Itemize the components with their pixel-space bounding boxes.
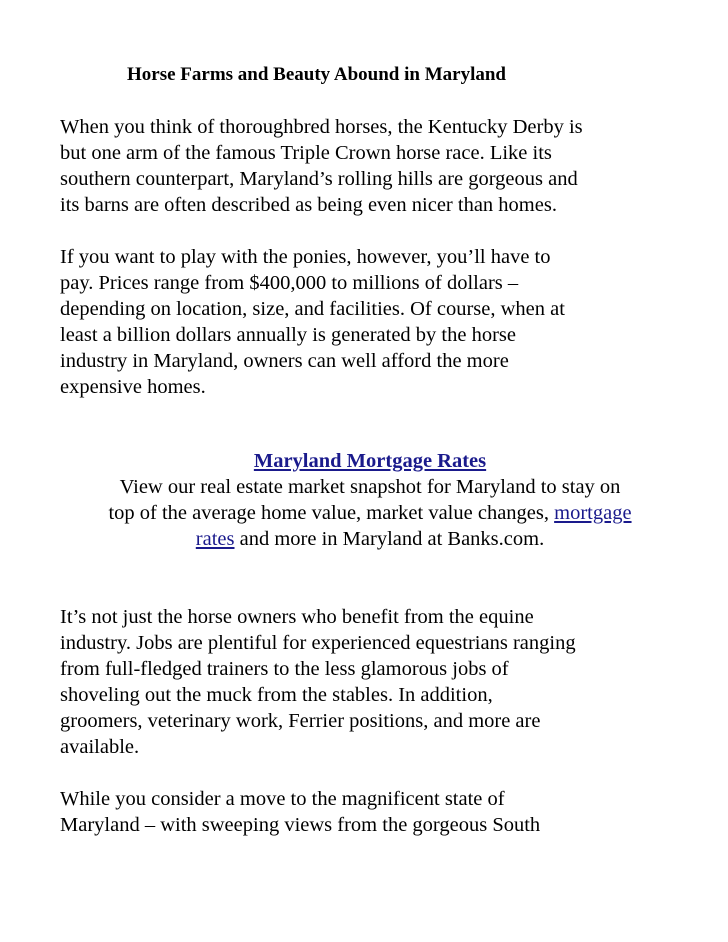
promo-line (60, 500, 680, 526)
mortgage-rates-link-continued[interactable]: rates (195, 528, 235, 550)
promo-line (60, 526, 680, 552)
mortgage-rates-link[interactable]: mortgage (554, 502, 632, 524)
text-line: available. (60, 736, 140, 758)
document-page (60, 62, 680, 838)
text-line: southern counterpart, Maryland’s rolling hills are gorgeous and (60, 168, 578, 190)
text-line: When you think of thoroughbred horses, the Kentucky Derby is (60, 116, 583, 138)
text-line: expensive homes. (60, 376, 206, 398)
text-line: least a billion dollars annually is generated by the horse (60, 324, 516, 346)
text-line: pay. Prices range from $400,000 to millions of dollars – (60, 272, 519, 294)
text-line: depending on location, size, and facilities. Of course, when at (60, 298, 565, 320)
text-line: Maryland – with sweeping views from the gorgeous South (60, 814, 541, 836)
text-line: industry. Jobs are plentiful for experienced equestrians ranging (60, 632, 576, 654)
text-line: its barns are often described as being even nicer than homes. (60, 194, 557, 216)
text-line: shoveling out the muck from the stables. In addition, (60, 684, 493, 706)
text-line: It’s not just the horse owners who benefit from the equine (60, 606, 534, 628)
spacer (60, 552, 680, 604)
text-line: but one arm of the famous Triple Crown horse race. Like its (60, 142, 552, 164)
paragraph-jobs (60, 604, 680, 760)
promo-line: View our real estate market snapshot for Maryland to stay on (119, 476, 621, 498)
article-title: Horse Farms and Beauty Abound in Maryland (127, 64, 506, 85)
promo-text: top of the average home value, market value changes, (108, 502, 555, 524)
spacer (60, 218, 680, 244)
promo-text: and more in Maryland at Banks.com. (234, 528, 545, 550)
paragraph-move (60, 786, 680, 838)
text-line: industry in Maryland, owners can well afford the more (60, 350, 509, 372)
text-line: from full-fledged trainers to the less glamorous jobs of (60, 658, 509, 680)
paragraph-intro (60, 114, 680, 218)
spacer (60, 88, 680, 114)
text-line: If you want to play with the ponies, however, you’ll have to (60, 246, 551, 268)
text-line: groomers, veterinary work, Ferrier positions, and more are (60, 710, 541, 732)
spacer (60, 400, 680, 448)
mortgage-promo (60, 448, 680, 552)
text-line: While you consider a move to the magnificent state of (60, 788, 505, 810)
mortgage-rates-heading-link[interactable]: Maryland Mortgage Rates (253, 450, 487, 472)
spacer (60, 760, 680, 786)
paragraph-prices (60, 244, 680, 400)
